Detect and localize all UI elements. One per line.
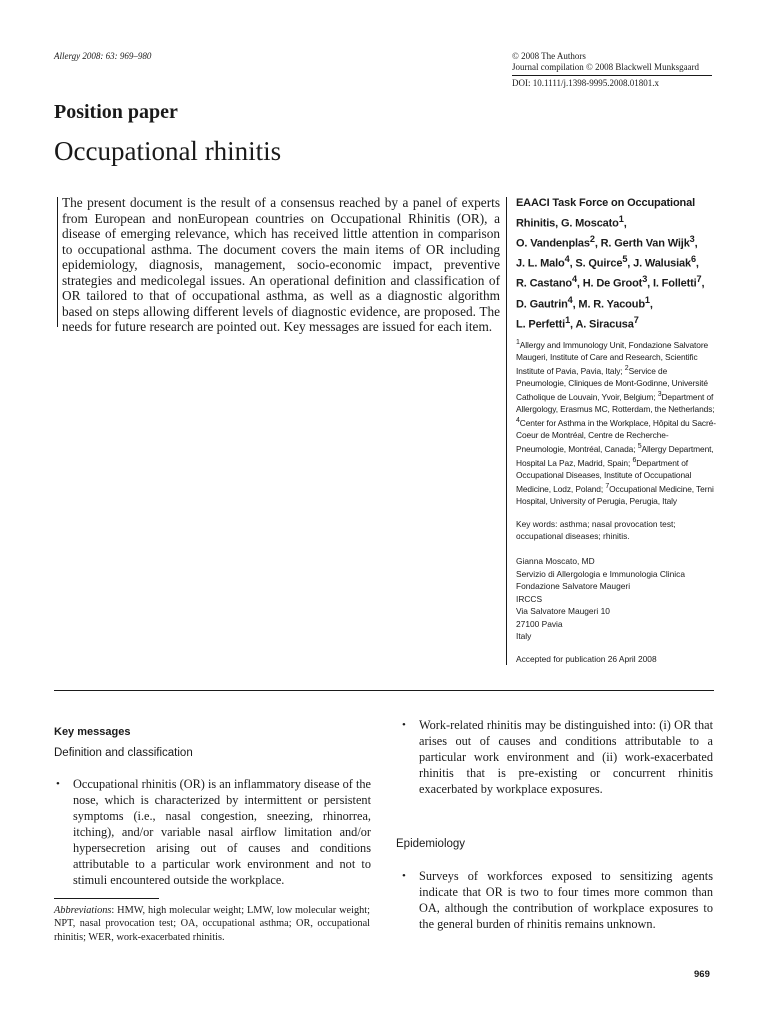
author-name: , R. Gerth Van Wijk — [594, 237, 690, 250]
bullet-icon: • — [56, 778, 60, 790]
epidemiology-subheading: Epidemiology — [396, 838, 466, 850]
address-line: 27100 Pavia — [516, 618, 563, 629]
copyright-block — [512, 51, 699, 73]
author-name: , M. R. Yacoub — [572, 298, 645, 311]
address-line: Italy — [516, 631, 532, 641]
key-messages-heading: Key messages — [54, 726, 131, 738]
affiliation: Center for Asthma in the Workplace, Hôpital du Sacré-Coeur de Montréal, Centre de Recherche-Pneumologie, Montréal, Canada; — [516, 417, 716, 454]
author-sup: 4 — [567, 294, 573, 305]
affiliation: Allergy and Immunology Unit, Fondazione Salvatore Maugeri, Institute of Care and Research, Scientific Institute of Pavia, Pavia, Italy; — [516, 339, 709, 376]
keywords: Key words: asthma; nasal provocation test; occupational diseases; rhinitis. — [516, 519, 676, 542]
affiliations — [516, 337, 716, 507]
author-sup: 7 — [696, 274, 702, 285]
abstract-left-rule — [57, 197, 58, 327]
footnote-label: Abbreviations — [54, 905, 112, 916]
bullet-icon: • — [402, 870, 406, 882]
author-name: R. Castano — [516, 278, 572, 290]
author-sup: 3 — [689, 233, 695, 244]
affiliation: Allergy Department, Hospital La Paz, Madrid, Spain; — [516, 443, 714, 468]
list-item-text: Work-related rhinitis may be distinguished into: (i) OR that arises out of causes and conditions attributable to a particular work environment and (ii) work-exacerbated rhinitis that is pre-existing or concurrent rhinitis exacerbated by workplace exposures. — [419, 718, 713, 796]
task-force-line: EAACI Task Force on Occupational — [516, 197, 695, 209]
section-divider — [54, 690, 714, 691]
affiliation: Department of Allergology, Erasmus MC, Rotterdam, the Netherlands; — [516, 391, 715, 414]
abbreviations-footnote — [54, 904, 370, 944]
author-name: D. Gautrin — [516, 298, 568, 311]
page-number: 969 — [694, 969, 710, 980]
author-name: , I. Folletti — [647, 278, 697, 290]
affiliation-number: 6 — [632, 456, 637, 464]
author-name: Rhinitis, G. Moscato — [516, 217, 619, 230]
affiliation: Service de Pneumologie, Cliniques de Mont-Godinne, Université Catholique de Louvain, Yvoir, Belgium; — [516, 365, 708, 402]
author-sidebar — [516, 196, 716, 507]
author-sup: 1 — [565, 314, 571, 325]
bullet-icon: • — [402, 719, 406, 731]
author-sup: 1 — [618, 213, 624, 224]
address-line: Fondazione Salvatore Maugeri — [516, 581, 631, 591]
affiliation-number: 5 — [637, 443, 642, 451]
header-divider — [512, 75, 712, 76]
author-name: , H. De Groot — [576, 278, 643, 290]
address-line: Via Salvatore Maugeri 10 — [516, 606, 610, 616]
footnote-rule — [54, 898, 159, 899]
address-line: IRCCS — [516, 593, 543, 604]
affiliation: Department of Occupational Diseases, Institute of Occupational Medicine, Lodz, Poland; — [516, 457, 692, 494]
affiliation-number: 1 — [516, 339, 520, 347]
affiliation-number: 2 — [624, 365, 629, 373]
correspondence-address — [516, 555, 716, 643]
column-divider — [506, 197, 507, 665]
author-name: , A. Siracusa — [570, 318, 634, 331]
list-item-text: Surveys of workforces exposed to sensitizing agents indicate that OR is two to four times more common than OA, although the contribution of workplace exposures to the general burden of rhinitis remains unknown. — [419, 869, 713, 931]
author-name: O. Vandenplas — [516, 237, 590, 250]
doi[interactable]: DOI: 10.1111/j.1398-9995.2008.01801.x — [512, 78, 659, 88]
author-sup: 2 — [589, 233, 595, 244]
section-label: Position paper — [54, 101, 178, 123]
author-sup: 3 — [642, 274, 648, 285]
list-item-text: Occupational rhinitis (OR) is an inflammatory disease of the nose, which is characterized by intermittent or persistent symptoms (i.e., nasal congestion, sneezing, rhinorrea, itching), and/or variable nasal airflow limitation and/or hypersecretion arising out of causes and conditions attributable to a particular work environment and not to stimuli encountered outside the workplace. — [73, 777, 371, 887]
accepted-date: Accepted for publication 26 April 2008 — [516, 654, 657, 664]
author-sup: 5 — [622, 254, 628, 265]
affiliation-number: 3 — [657, 391, 662, 399]
affiliation-number: 4 — [516, 417, 520, 425]
author-list: EAACI Task Force on Occupational Rhinitis, G. Moscato$^1$, O. Vandenplas$^2$, R. Gerth Van Wijk$^3$, J. L. Malo$^4$, S. Quirce$^5$, J. Walusiak$^6$, R. Castano$^4$, H. De Groot$^3$, I. Folletti$^7$, D. Gautrin$^4$, M. R. Yacoub$^1$, L. Perfetti$^1$, A. Siracusa$^7$ — [516, 197, 705, 331]
author-sup: 1 — [644, 294, 650, 305]
contact-name: Gianna Moscato, MD — [516, 556, 595, 566]
journal-citation: Allergy 2008: 63: 969–980 — [54, 51, 152, 61]
author-name: , J. Walusiak — [627, 257, 691, 270]
affiliation: Occupational Medicine, Terni Hospital, University of Perugia, Perugia, Italy — [516, 483, 714, 506]
journal-compilation-line: Journal compilation © 2008 Blackwell Munksgaard — [512, 62, 700, 72]
footnote-text: : HMW, high molecular weight; LMW, low molecular weight; NPT, nasal provocation test; OA, occupational asthma; OR, occupational rhinitis; WER, work-exacerbated rhinitis. — [54, 905, 370, 943]
copyright-line: © 2008 The Authors — [512, 51, 586, 61]
author-name: J. L. Malo — [516, 257, 565, 270]
list-item — [56, 776, 371, 888]
author-name: L. Perfetti — [516, 318, 566, 331]
author-name: , S. Quirce — [569, 257, 623, 270]
affiliation-number: 7 — [605, 482, 610, 490]
address-line: Servizio di Allergologia e Immunologia Clinica — [516, 568, 685, 579]
list-item — [402, 717, 713, 797]
list-item — [402, 868, 713, 932]
author-sup: 7 — [633, 314, 639, 325]
author-sup: 4 — [564, 254, 570, 265]
author-sup: 6 — [690, 254, 696, 265]
abstract-text: The present document is the result of a consensus reached by a panel of experts from European and nonEuropean countries on Occupational Rhinitis (OR), a disease of emerging relevance, which has received little attention in comparison to occupational asthma. The document covers the main items of OR including epidemiology, diagnosis, management, socio-economic impact, preventive strategies and medicolegal issues. An operational definition and classification of OR tailored to that of occupational asthma, as well as a diagnostic algorithm based on steps allowing different levels of diagnostic evidence, are proposed. The needs for future research are pointed out. Key messages are issued for each item. — [62, 195, 500, 334]
author-sup: 4 — [571, 274, 577, 285]
page-title: Occupational rhinitis — [54, 136, 282, 166]
definition-subheading: Definition and classification — [54, 747, 193, 759]
